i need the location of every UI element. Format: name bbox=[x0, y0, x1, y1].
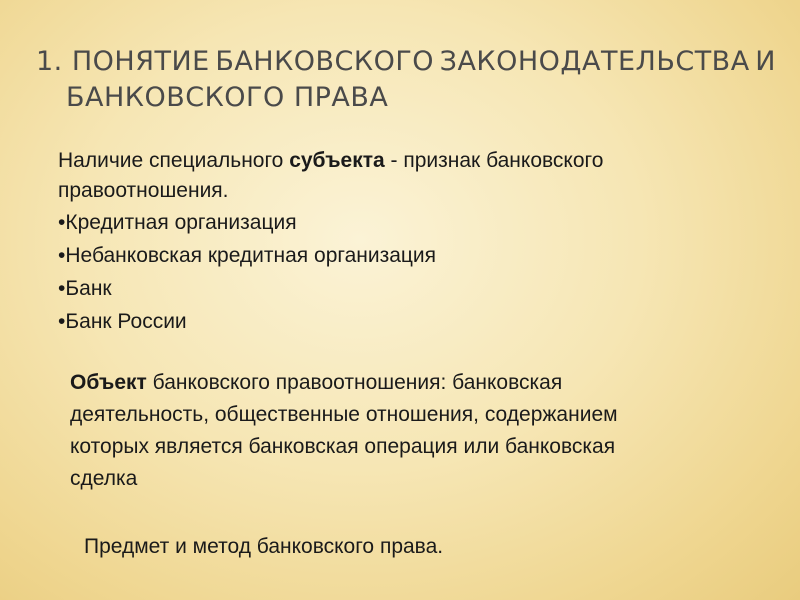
title-word-3: ЗАКОНОДАТЕЛЬСТВА bbox=[439, 46, 750, 77]
title-line-2: БАНКОВСКОГО ПРАВА bbox=[66, 82, 389, 113]
slide-title bbox=[36, 44, 776, 116]
subject-bullet: •Банк bbox=[58, 277, 112, 300]
subject-block bbox=[58, 146, 658, 338]
subject-intro-suffix: - признак банковского правоотношения. bbox=[58, 149, 604, 202]
subject-intro-bold: субъекта bbox=[289, 149, 385, 172]
title-word-1: 1. ПОНЯТИЕ bbox=[36, 46, 210, 77]
title-line-1 bbox=[36, 44, 776, 80]
subject-intro bbox=[58, 146, 658, 206]
closing-line: Предмет и метод банковского права. bbox=[84, 535, 444, 558]
object-block bbox=[70, 367, 670, 495]
object-text: банковского правоотношения: банковская деятельность, общественные отношения, содержанием которых является банковская операция или банковская сделка bbox=[70, 371, 618, 490]
title-word-2: БАНКОВСКОГО bbox=[215, 46, 435, 77]
title-word-4: И bbox=[755, 46, 776, 77]
subject-bullet: •Кредитная организация bbox=[58, 211, 297, 234]
subject-intro-prefix: Наличие специального bbox=[58, 149, 290, 172]
subject-bullet: •Небанковская кредитная организация bbox=[58, 244, 437, 267]
object-bold: Объект bbox=[70, 371, 147, 394]
subject-bullet: •Банк России bbox=[58, 310, 187, 333]
